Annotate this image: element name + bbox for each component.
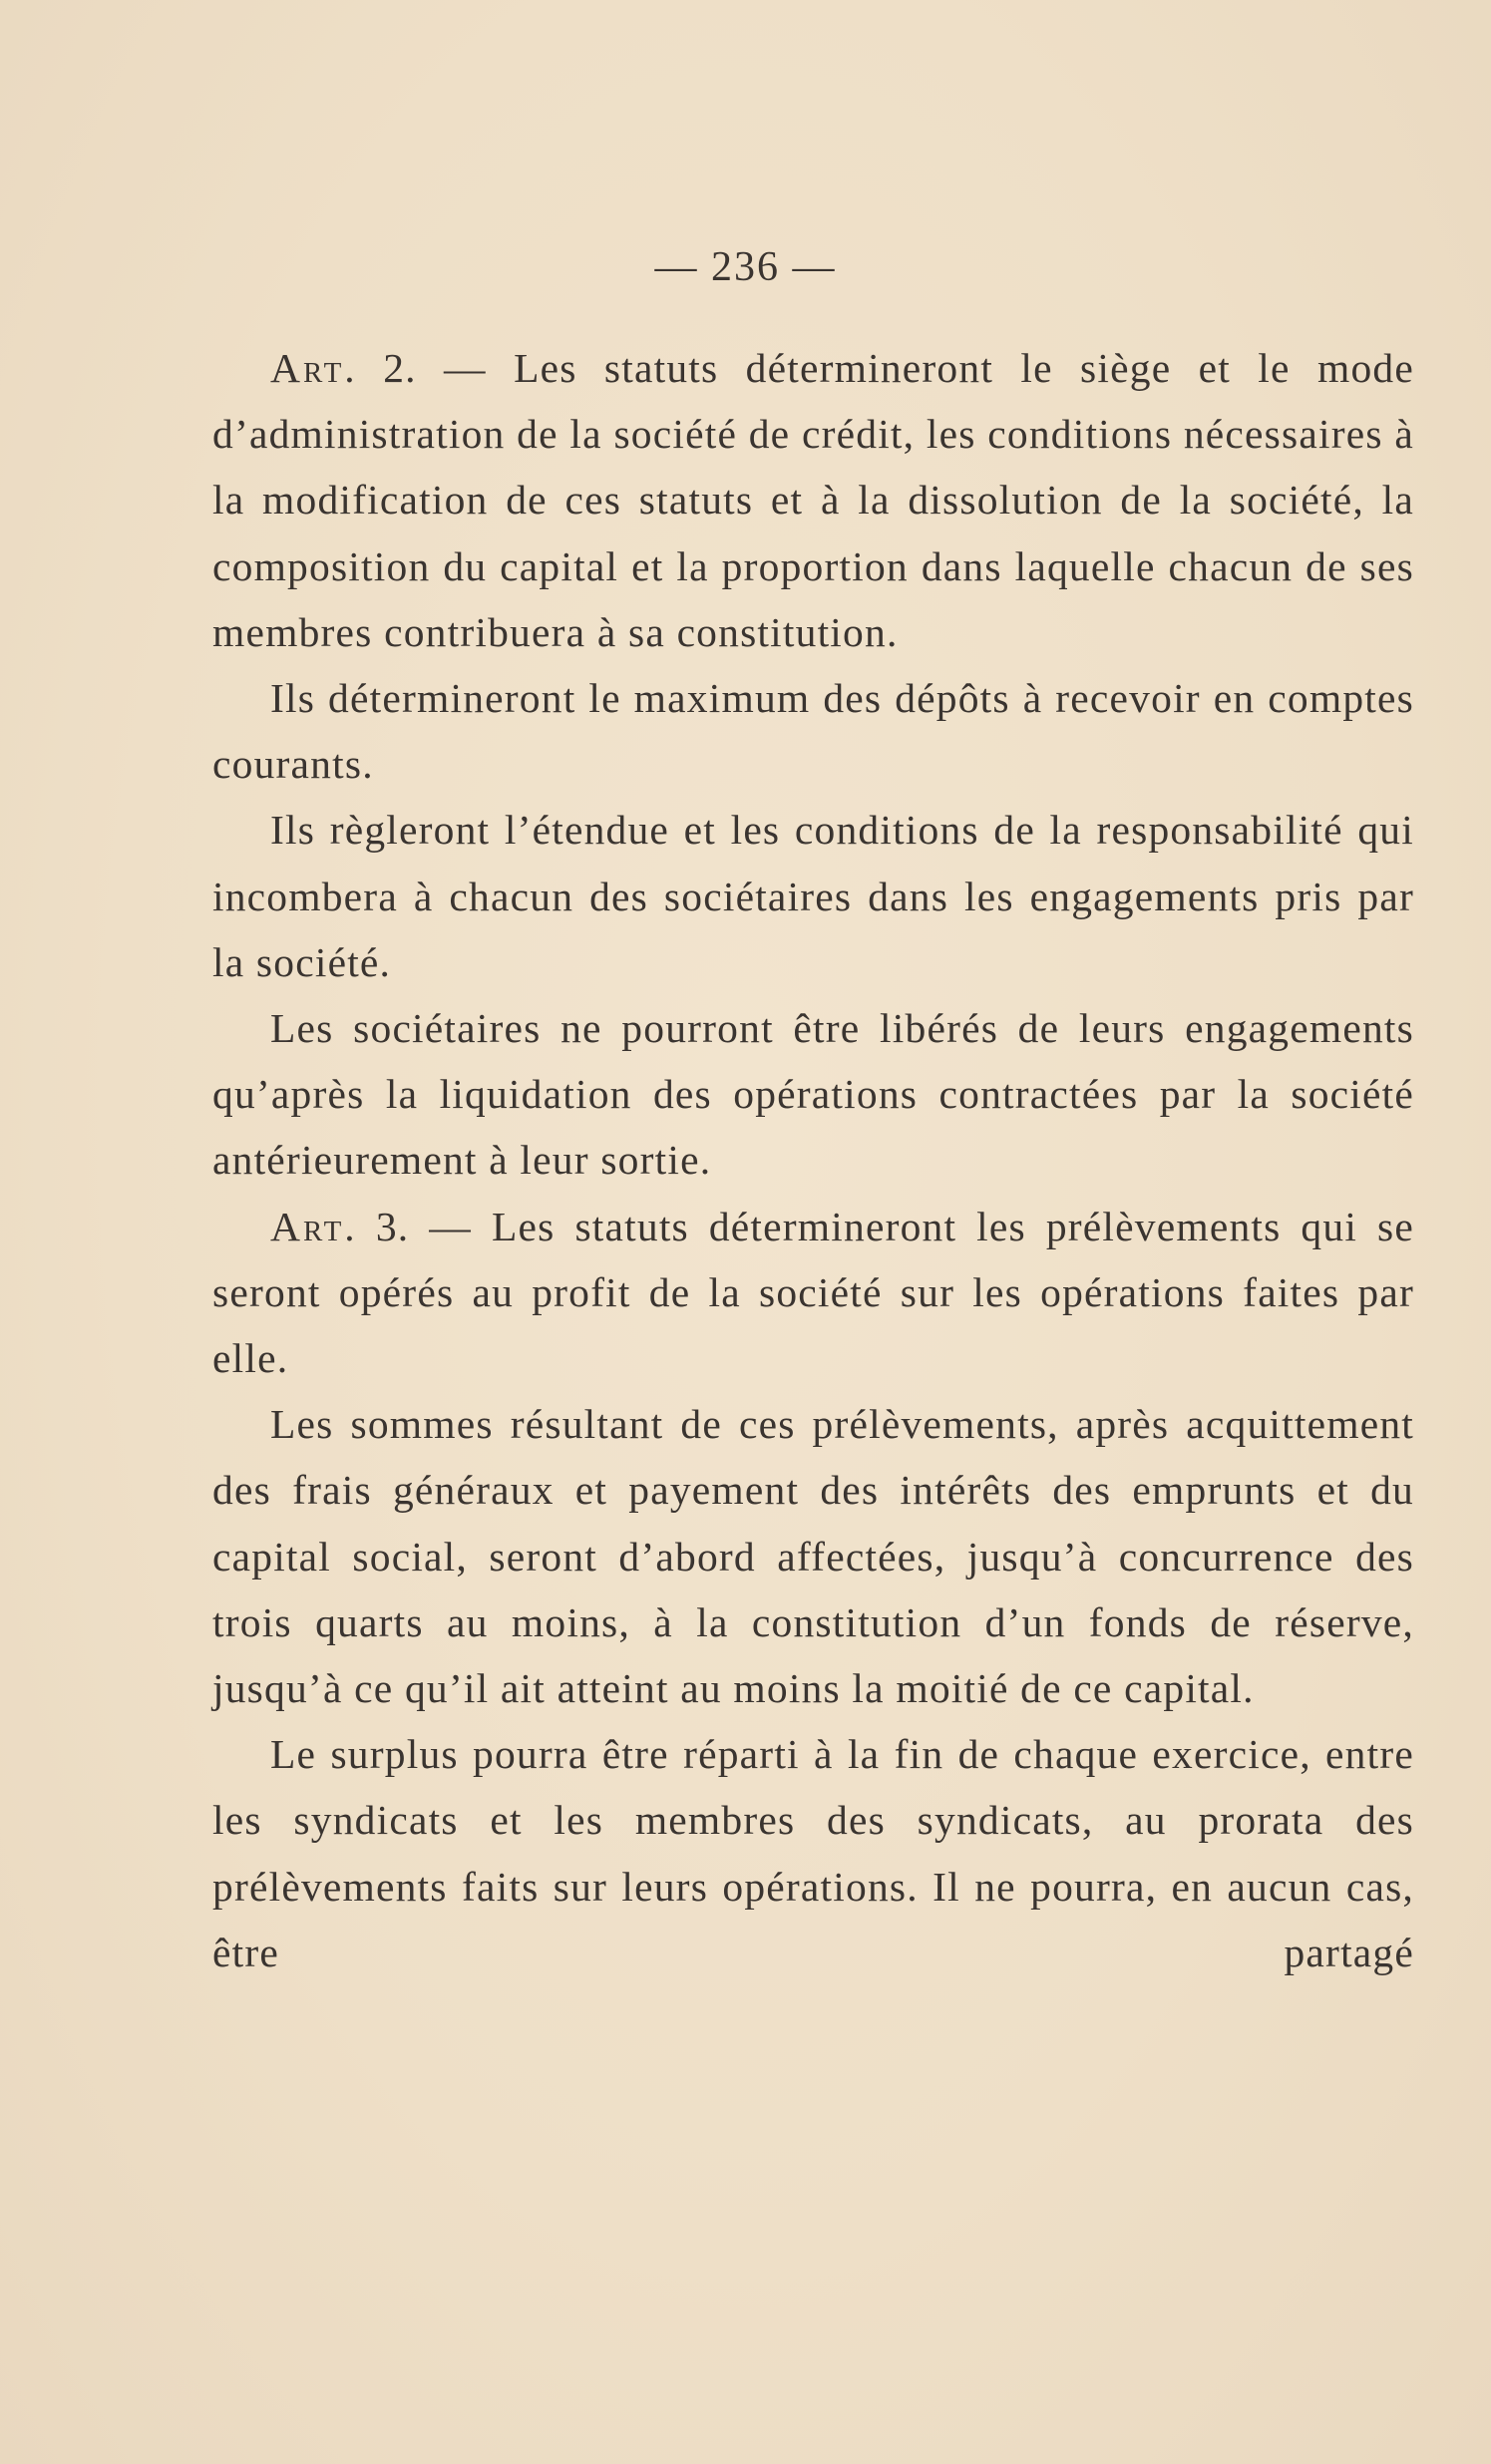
article-label: Art: [270, 345, 345, 391]
paragraph-text: Ils détermineront le maximum des dépôts à recevoir en comptes courants.: [212, 675, 1414, 788]
article-label: Art: [270, 1203, 345, 1249]
paragraph-text: Le surplus pourra être réparti à la fin de chaque exercice, entre les syndicats et les membres des syndicats, au prorata des prélèvements faits sur leurs opérations. Il ne pourra, en aucun cas, être partagé: [212, 1731, 1414, 1975]
paragraph-article-2: [212, 335, 1414, 665]
paragraph: [212, 995, 1414, 1194]
article-number: . 2. —: [344, 345, 515, 391]
paragraph-text: Les statuts détermineront les prélèvements qui se seront opérés au profit de la société sur les opérations faites par elle.: [212, 1203, 1414, 1382]
paragraph-text: Les sociétaires ne pourront être libérés de leurs engagements qu’après la liquidation des opérations contractées par la société antérieurement à leur sortie.: [212, 1005, 1414, 1184]
paragraph-article-3: [212, 1194, 1414, 1392]
paragraph-continued: [212, 1721, 1414, 1985]
paragraph-text: Ils règleront l’étendue et les conditions de la responsabilité qui incombera à chacun des sociétaires dans les engagements pris par la société.: [212, 807, 1414, 985]
paragraph: [212, 797, 1414, 995]
article-number: . 3. —: [344, 1203, 492, 1249]
paragraph-text: Les statuts détermineront le siège et le mode d’administration de la société de crédit, les conditions nécessaires à la modification de ces statuts et à la dissolution de la société, la composition du capital et la proportion dans laquelle chacun de ses membres contribuera à sa constitution.: [212, 345, 1414, 655]
paragraph: [212, 665, 1414, 797]
paragraph: [212, 1391, 1414, 1721]
page-number: — 236 —: [654, 244, 837, 290]
paragraph-text: Les sommes résultant de ces prélèvements, après acquittement des frais généraux et payement des intérêts des emprunts et du capital social, seront d’abord affectées, jusqu’à concurrence des trois quarts au moins, à la constitution d’un fonds de réserve, jusqu’à ce qu’il ait atteint au moins la moitié de ce capital.: [212, 1401, 1414, 1712]
body-text: [212, 335, 1414, 1985]
